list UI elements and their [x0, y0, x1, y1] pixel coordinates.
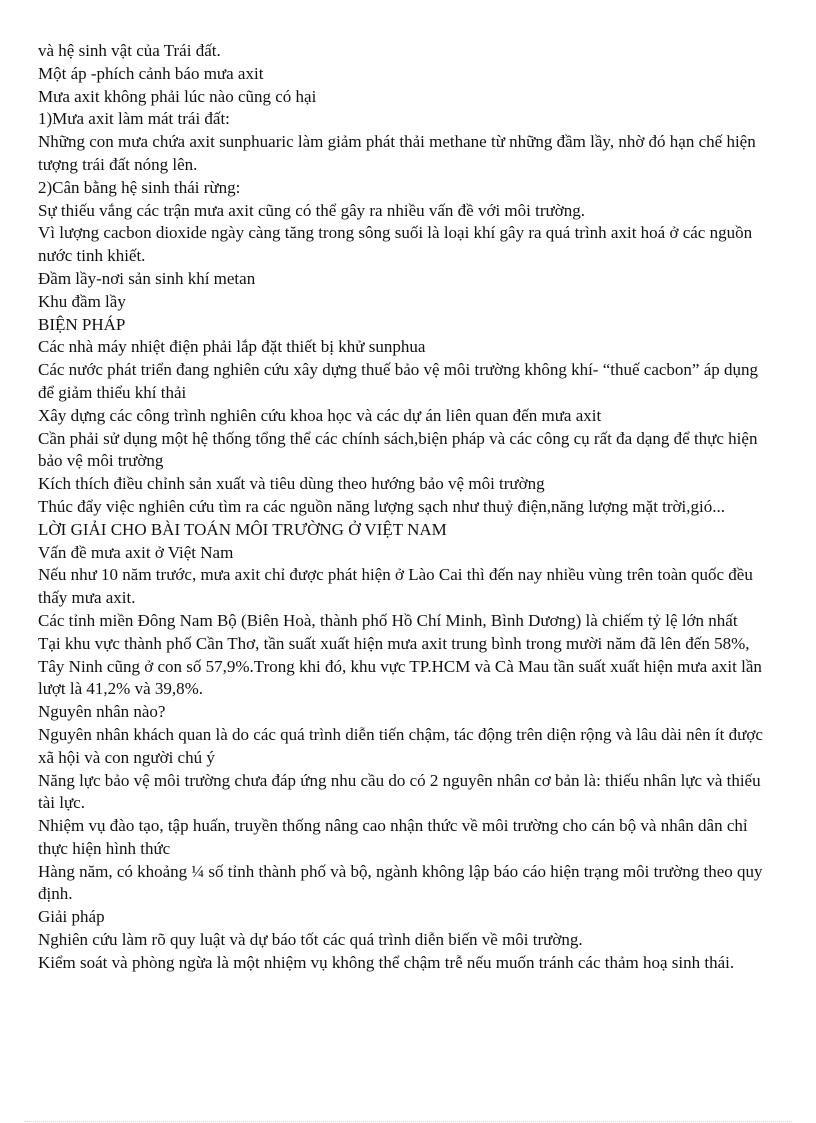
- page-bottom-divider: [24, 1121, 792, 1122]
- text-line: Năng lực bảo vệ môi trường chưa đáp ứng nhu cầu do có 2 nguyên nhân cơ bản là: thiếu nhân lực và thiếu tài lực.: [38, 770, 761, 813]
- text-line: Nguyên nhân khách quan là do các quá trình diễn tiến chậm, tác động trên diện rộng và lâu dài nên ít được xã hội và con người chú ý: [38, 724, 763, 767]
- text-line: Kích thích điều chỉnh sản xuất và tiêu dùng theo hướng bảo vệ môi trường: [38, 474, 545, 494]
- text-line: Một áp -phích cảnh báo mưa axit: [38, 63, 264, 83]
- text-line: Xây dựng các công trình nghiên cứu khoa học và các dự án liên quan đến mưa axit: [38, 405, 602, 425]
- text-line: Nhiệm vụ đào tạo, tập huấn, truyền thống nâng cao nhận thức về môi trường cho cán bộ và nhân dân chỉ thực hiện hình thức: [38, 816, 748, 858]
- text-line: Nếu như 10 năm trước, mưa axit chỉ được phát hiện ở Lào Cai thì đến nay nhiều vùng trên toàn quốc đều thấy mưa axit.: [38, 565, 753, 608]
- document-body: [38, 40, 778, 975]
- text-line: Đầm lầy-nơi sản sinh khí metan: [38, 268, 256, 288]
- text-line: Tây Ninh cũng ở con số 57,9%.Trong khi đó, khu vực TP.HCM và Cà Mau tần suất xuất hiện mưa axit lần lượt là 41,2% và 39,8%.: [38, 656, 762, 699]
- text-line: 2)Cân bằng hệ sinh thái rừng:: [38, 177, 241, 197]
- text-line: Vấn đề mưa axit ở Việt Nam: [38, 542, 234, 562]
- text-line: Nghiên cứu làm rõ quy luật và dự báo tốt các quá trình diễn biến về môi trường.: [38, 930, 583, 950]
- section-heading: BIỆN PHÁP: [38, 314, 126, 334]
- text-line: Những con mưa chứa axit sunphuaric làm giảm phát thải methane từ những đầm lầy, nhờ đó hạn chế hiện tượng trái đất nóng lên.: [38, 132, 756, 174]
- text-line: Các tỉnh miền Đông Nam Bộ (Biên Hoà, thành phố Hồ Chí Minh, Bình Dương) là chiếm tỷ lệ lớn nhất: [38, 610, 738, 630]
- text-line: Nguyên nhân nào?: [38, 702, 166, 722]
- text-line: Các nhà máy nhiệt điện phải lắp đặt thiết bị khử sunphua: [38, 337, 426, 357]
- section-heading: LỜI GIẢI CHO BÀI TOÁN MÔI TRƯỜNG Ở VIỆT NAM: [38, 519, 447, 539]
- text-line: Hàng năm, có khoảng ¼ số tỉnh thành phố và bộ, ngành không lập báo cáo hiện trạng môi trường theo quy định.: [38, 861, 763, 904]
- text-line: Thúc đẩy việc nghiên cứu tìm ra các nguồn năng lượng sạch như thuỷ điện,năng lượng mặt trời,gió...: [38, 496, 725, 516]
- text-line: 1)Mưa axit làm mát trái đất:: [38, 109, 230, 129]
- text-line: Sự thiếu vắng các trận mưa axit cũng có thể gây ra nhiều vấn đề với môi trường.: [38, 200, 585, 220]
- text-line: Tại khu vực thành phố Cần Thơ, tần suất xuất hiện mưa axit trung bình trong mười năm đã lên đến 58%,: [38, 633, 750, 653]
- section-heading: Giải pháp: [38, 907, 105, 927]
- text-line: Mưa axit không phải lúc nào cũng có hại: [38, 86, 317, 106]
- text-line: Các nước phát triển đang nghiên cứu xây dựng thuế bảo vệ môi trường không khí- “thuế cacbon” áp dụng để giảm thiểu khí thải: [38, 360, 759, 402]
- text-line: Kiểm soát và phòng ngừa là một nhiệm vụ không thể chậm trễ nếu muốn tránh các thảm hoạ sinh thái.: [38, 952, 735, 972]
- text-line: Khu đầm lầy: [38, 291, 126, 311]
- text-line: Vì lượng cacbon dioxide ngày càng tăng trong sông suối là loại khí gây ra quá trình axit hoá ở các nguồn nước tinh khiết.: [38, 223, 753, 266]
- text-line: và hệ sinh vật của Trái đất.: [38, 41, 221, 60]
- text-line: Cần phải sử dụng một hệ thống tổng thể các chính sách,biện pháp và các công cụ rất đa dạng để thực hiện bảo vệ môi trường: [38, 428, 758, 471]
